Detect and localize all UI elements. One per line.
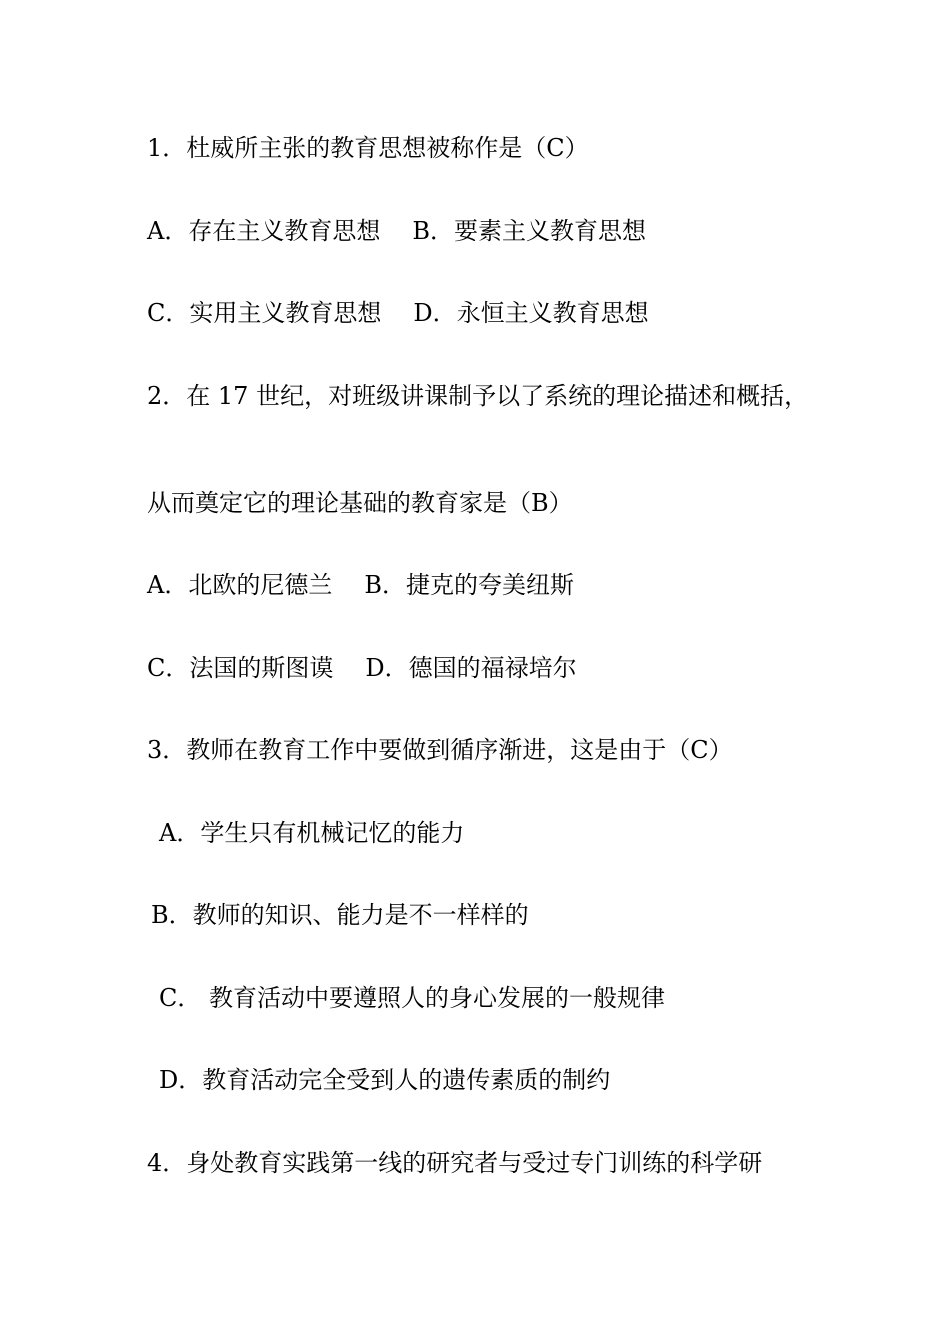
question-1-options-row-2 (147, 298, 649, 328)
question-2-options-row-2 (147, 653, 577, 683)
option-b: B．捷克的夸美纽斯 (364, 571, 574, 599)
question-2-options-row-1 (147, 570, 574, 600)
question-2-stem-line-1: 2．在 17 世纪，对班级讲课制予以了系统的理论描述和概括， (147, 382, 809, 410)
question-1-stem: 1．杜威所主张的教育思想被称作是（C） (147, 134, 589, 162)
question-3-option-b: B．教师的知识、能力是不一样样的 (151, 901, 529, 929)
option-a: A．存在主义教育思想 (147, 217, 381, 245)
option-d: D．永恒主义教育思想 (413, 299, 649, 327)
question-3-option-a: A．学生只有机械记忆的能力 (159, 819, 465, 847)
option-c: C．法国的斯图谟 (147, 654, 334, 682)
question-4-stem: 4．身处教育实践第一线的研究者与受过专门训练的科学研 (147, 1149, 763, 1177)
question-1-options-row-1 (147, 216, 646, 246)
option-d: D．德国的福禄培尔 (365, 654, 577, 682)
question-3-option-c: C． 教育活动中要遵照人的身心发展的一般规律 (159, 984, 665, 1012)
question-3-option-d: D．教育活动完全受到人的遗传素质的制约 (159, 1066, 611, 1094)
question-3-stem: 3．教师在教育工作中要做到循序渐进，这是由于（C） (147, 736, 733, 764)
question-2-stem-line-2: 从而奠定它的理论基础的教育家是（B） (147, 489, 573, 517)
option-a: A．北欧的尼德兰 (147, 571, 333, 599)
option-b: B．要素主义教育思想 (412, 217, 646, 245)
option-c: C．实用主义教育思想 (147, 299, 382, 327)
